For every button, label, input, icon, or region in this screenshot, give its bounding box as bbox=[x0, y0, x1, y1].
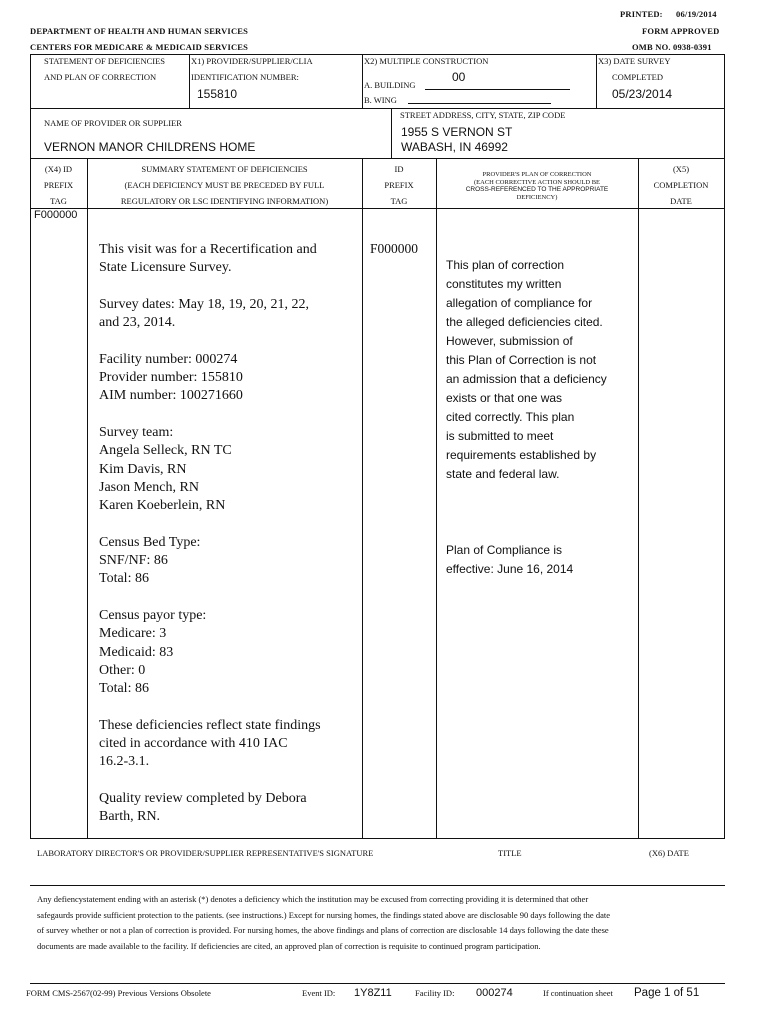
date-survey-label: X3) DATE SURVEY bbox=[598, 56, 671, 66]
event-id-label: Event ID: bbox=[302, 988, 336, 998]
footer-rule bbox=[30, 983, 725, 984]
id-header-1: ID bbox=[394, 164, 404, 174]
plan-of-correction: This plan of correction constitutes my written allegation of compliance for the alleged deficiencies cited. However, submission of this Plan of Correction is not an admission that a deficiency exists or that one was cited correctly. This plan is submitted to meet requirements established by state and federal law. Plan of Compliance is effective: June 16, 2014 bbox=[446, 258, 607, 576]
x4-header-1: (X4) ID bbox=[44, 164, 73, 174]
form-approved: FORM APPROVED bbox=[642, 26, 720, 36]
x6-date-label: (X6) DATE bbox=[649, 848, 689, 858]
wing-underline bbox=[408, 103, 551, 104]
page-number: Page 1 of 51 bbox=[634, 987, 700, 999]
continuation-label: If continuation sheet bbox=[543, 988, 613, 998]
id-header-2: PREFIX bbox=[384, 180, 414, 190]
x4-header-3: TAG bbox=[50, 196, 67, 206]
divider-3 bbox=[596, 54, 597, 108]
facility-id-value: 000274 bbox=[476, 987, 513, 999]
address-street: 1955 S VERNON ST bbox=[401, 125, 513, 139]
x5-header-2: COMPLETION bbox=[653, 180, 709, 190]
plan-header-2: (EACH CORRECTIVE ACTION SHOULD BE bbox=[473, 178, 601, 186]
right-border bbox=[724, 54, 725, 839]
event-id-value: 1Y8Z11 bbox=[354, 987, 392, 999]
printed-label: PRINTED: bbox=[620, 9, 663, 19]
provider-name: VERNON MANOR CHILDRENS HOME bbox=[44, 140, 256, 154]
divider-addr bbox=[391, 108, 392, 158]
provider-id-label-2: IDENTIFICATION NUMBER: bbox=[191, 72, 299, 82]
col-plan bbox=[638, 158, 639, 839]
building-value: 00 bbox=[452, 70, 466, 84]
tag-right: F000000 bbox=[370, 241, 419, 256]
plan-header bbox=[436, 171, 638, 201]
summary-statement: This visit was for a Recertification and State Licensure Survey. Survey dates: May 18, 19, 20, 21, 22, and 23, 2014. Facility number: 000274 Provider number: 155810 AIM number: 100271660 Survey team: Angela Selleck, RN TC Kim Davis, RN Jason Mench, RN Karen Koeberlein, RN Census Bed Type: SNF/NF: 86 Total: 86 Census payor type: Medicare: 3 Medicaid: 83 Other: 0 Total: 86 These deficiencies reflect state findings cited in accordance with 410 IAC 16.2-3.1. Quality review completed by Debora Barth, RN. bbox=[99, 242, 321, 825]
plan-header-3: CROSS-REFERENCED TO THE APPROPRIATE bbox=[465, 186, 609, 193]
x5-header-3: DATE bbox=[670, 196, 692, 206]
statement-label-1: STATEMENT OF DEFICIENCIES bbox=[44, 56, 166, 66]
x5-header-1: (X5) bbox=[672, 164, 690, 174]
divider-1 bbox=[189, 54, 190, 108]
statement-label-2: AND PLAN OF CORRECTION bbox=[44, 72, 157, 82]
completed-label: COMPLETED bbox=[612, 72, 663, 82]
facility-id-label: Facility ID: bbox=[415, 988, 455, 998]
rule-3 bbox=[30, 158, 724, 159]
centers-heading: CENTERS FOR MEDICARE & MEDICAID SERVICES bbox=[30, 42, 249, 52]
summary-header-2: (EACH DEFICIENCY MUST BE PRECEDED BY FULL bbox=[124, 180, 325, 190]
col-id bbox=[436, 158, 437, 839]
signature-rule bbox=[30, 885, 725, 886]
rule-4 bbox=[30, 208, 724, 209]
construction-label: X2) MULTIPLE CONSTRUCTION bbox=[364, 56, 489, 66]
address-label: STREET ADDRESS, CITY, STATE, ZIP CODE bbox=[400, 110, 566, 120]
x4-header-2: PREFIX bbox=[43, 180, 74, 190]
department-heading: DEPARTMENT OF HEALTH AND HUMAN SERVICES bbox=[30, 26, 249, 36]
form-number: FORM CMS-2567(02-99) Previous Versions Obsolete bbox=[26, 988, 211, 998]
rule-2 bbox=[30, 108, 724, 109]
building-underline bbox=[425, 89, 570, 90]
plan-header-1: PROVIDER'S PLAN OF CORRECTION bbox=[482, 171, 592, 178]
provider-name-label: NAME OF PROVIDER OR SUPPLIER bbox=[44, 118, 182, 128]
date-survey-value: 05/23/2014 bbox=[612, 87, 673, 101]
title-label: TITLE bbox=[498, 848, 522, 858]
printed-date: 06/19/2014 bbox=[676, 9, 717, 19]
divider-2 bbox=[362, 54, 363, 108]
summary-header-3: REGULATORY OR LSC IDENTIFYING INFORMATION) bbox=[120, 196, 329, 206]
provider-id-label-1: X1) PROVIDER/SUPPLIER/CLIA bbox=[191, 56, 313, 66]
top-rule bbox=[30, 54, 724, 55]
provider-id-value: 155810 bbox=[197, 87, 238, 101]
address-city: WABASH, IN 46992 bbox=[401, 140, 508, 154]
wing-label: B. WING bbox=[364, 95, 397, 105]
tag-left: F000000 bbox=[34, 209, 78, 221]
summary-header-1: SUMMARY STATEMENT OF DEFICIENCIES bbox=[141, 164, 308, 174]
col-summary bbox=[362, 158, 363, 839]
signature-label: LABORATORY DIRECTOR'S OR PROVIDER/SUPPLIER REPRESENTATIVE'S SIGNATURE bbox=[37, 848, 374, 858]
building-label: A. BUILDING bbox=[364, 80, 416, 90]
id-header-3: TAG bbox=[390, 196, 408, 206]
bottom-rule bbox=[30, 838, 725, 839]
omb-number: OMB NO. 0938-0391 bbox=[632, 42, 712, 52]
disclaimer-text: Any defiencystatement ending with an asterisk (*) denotes a deficiency which the institution may be excused from correcting providing it is determined that other safegaurds provide sufficient protection to the patients. (see instructions.) Except for nursing homes, the findings stated above are disclosable 90 days following the date of survey whether or not a plan of correction is provided. For nursing homes, the above findings and plans of correction are disclosable 14 days following the date these documents are made available to the facility. If deficiencies are cited, an approved plan of correction is requisite to continued program participation. bbox=[37, 894, 610, 951]
col-x4 bbox=[87, 158, 88, 839]
plan-header-4: DEFICIENCY) bbox=[516, 193, 558, 201]
